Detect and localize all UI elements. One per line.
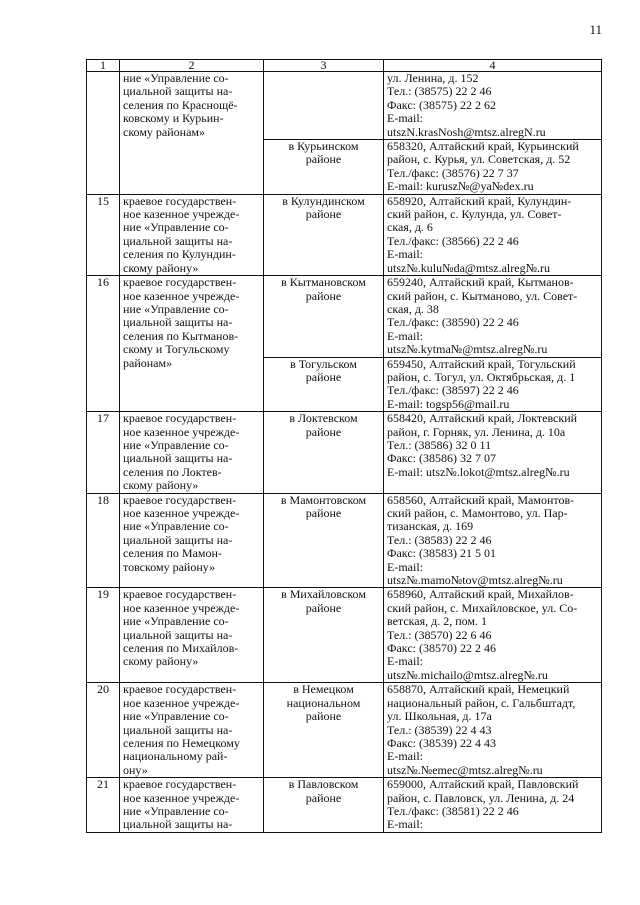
table-row bbox=[87, 778, 602, 833]
address-line: E-mail: bbox=[387, 817, 423, 832]
institution-line: ное казенное учрежде- bbox=[123, 506, 240, 520]
institution-line: ное казенное учрежде- bbox=[123, 424, 240, 439]
district-cell bbox=[264, 357, 384, 412]
district-line: в Мамонтовском bbox=[280, 492, 367, 507]
address-line: Факс: (38586) 32 7 07 bbox=[387, 451, 496, 466]
institution-line: селения по Немецкому bbox=[123, 735, 240, 750]
table-row bbox=[87, 194, 602, 275]
institution-cell bbox=[120, 493, 264, 588]
address-line: Тел./факс: (38597) 22 2 46 bbox=[387, 383, 519, 398]
table-row bbox=[87, 683, 602, 778]
institution-line: краевое государствен- bbox=[123, 275, 237, 290]
institution-line: краевое государствен- bbox=[123, 777, 237, 792]
address-line: ский район, с. Кытманово, ул. Совет- bbox=[387, 288, 578, 303]
address-line: Тел.: (38575) 22 2 46 bbox=[387, 84, 492, 99]
address-line: Тел./факс: (38566) 22 2 46 bbox=[387, 233, 519, 248]
address-line: ул. Школьная, д. 17а bbox=[387, 709, 492, 724]
table-header-row bbox=[87, 60, 602, 72]
column-header: 3 bbox=[264, 60, 384, 72]
institution-line: ние «Управление со- bbox=[123, 301, 229, 316]
email-line: E-mail: kurusz№@ya№dex.ru bbox=[387, 179, 534, 194]
institution-line: краевое государствен- bbox=[123, 411, 237, 426]
district-cell bbox=[264, 276, 384, 357]
address-line: Факс: (38575) 22 2 62 bbox=[387, 97, 496, 112]
district-cell bbox=[264, 72, 384, 140]
institution-line: ное казенное учрежде- bbox=[123, 600, 240, 615]
row-number-cell bbox=[87, 778, 120, 833]
institution-line: циальной защиты на- bbox=[123, 627, 233, 642]
table-row bbox=[87, 412, 602, 493]
row-number-cell bbox=[87, 588, 120, 683]
district-line: районе bbox=[305, 424, 342, 439]
institution-line: скому и Тогульскому bbox=[123, 342, 230, 357]
address-line: Факс: (38539) 22 4 43 bbox=[387, 735, 496, 750]
institution-line: скому районам» bbox=[123, 124, 206, 139]
address-line: E-mail: utsz№.lokot@mtsz.alreg№.ru bbox=[387, 464, 570, 479]
address-line: E-mail: bbox=[387, 111, 423, 126]
address-line: Тел./факс: (38581) 22 2 46 bbox=[387, 803, 519, 818]
institution-line: циальной защиты на- bbox=[123, 84, 233, 99]
district-cell bbox=[264, 140, 384, 195]
address-cell bbox=[384, 588, 602, 683]
row-number-cell bbox=[87, 412, 120, 493]
institution-line: циальной защиты на- bbox=[123, 315, 233, 330]
institution-line: товскому району» bbox=[123, 559, 216, 574]
row-number-line: 21 bbox=[97, 777, 109, 792]
address-line: тизанская, д. 169 bbox=[387, 519, 474, 534]
address-line: 659000, Алтайский край, Павловский bbox=[387, 777, 579, 792]
table-row bbox=[87, 493, 602, 588]
address-line: Факс: (38570) 22 2 46 bbox=[387, 641, 496, 656]
institution-line: ное казенное учрежде- bbox=[123, 695, 240, 710]
address-line: 658920, Алтайский край, Кулундин- bbox=[387, 193, 572, 208]
district-line: в Курьинском bbox=[288, 139, 359, 154]
table-row bbox=[87, 276, 602, 357]
institution-line: циальной защиты на- bbox=[123, 451, 233, 466]
row-number-line: 20 bbox=[97, 682, 109, 697]
institution-cell bbox=[120, 194, 264, 275]
district-cell bbox=[264, 412, 384, 493]
address-line: utsz№.kytma№@mtsz.alreg№.ru bbox=[387, 342, 548, 357]
address-cell bbox=[384, 357, 602, 412]
row-number-line: 19 bbox=[97, 587, 109, 602]
district-line: в Михайловском bbox=[281, 587, 366, 602]
address-line: 658960, Алтайский край, Михайлов- bbox=[387, 587, 574, 602]
district-line: в Кулундинском bbox=[282, 193, 365, 208]
table-row bbox=[87, 588, 602, 683]
address-line: 658870, Алтайский край, Немецкий bbox=[387, 682, 570, 697]
district-cell bbox=[264, 588, 384, 683]
address-line: utsz№.mamo№tov@mtsz.alreg№.ru bbox=[387, 573, 563, 588]
address-line: ветская, д. 2, пом. 1 bbox=[387, 614, 488, 629]
column-header: 2 bbox=[120, 60, 264, 72]
district-line: районе bbox=[305, 709, 342, 724]
address-line: ский район, с. Михайловское, ул. Со- bbox=[387, 600, 578, 615]
institution-line: краевое государствен- bbox=[123, 193, 237, 208]
address-line: 659450, Алтайский край, Тогульский bbox=[387, 356, 576, 371]
district-line: районе bbox=[305, 506, 342, 520]
address-cell bbox=[384, 683, 602, 778]
email-line: utszN.krasNosh@mtsz.alregN.ru bbox=[387, 124, 546, 139]
district-line: районе bbox=[305, 288, 342, 303]
institution-line: ное казенное учрежде- bbox=[123, 790, 240, 805]
row-number-line: 18 bbox=[97, 492, 109, 507]
address-cell bbox=[384, 276, 602, 357]
address-line: Тел.: (38539) 22 4 43 bbox=[387, 722, 492, 737]
institution-line: ние «Управление со- bbox=[123, 71, 229, 85]
district-line: районе bbox=[305, 600, 342, 615]
district-cell bbox=[264, 683, 384, 778]
address-line: utsz№.kulu№da@mtsz.alreg№.ru bbox=[387, 260, 551, 275]
institution-cell bbox=[120, 276, 264, 412]
district-line: в Тогульском bbox=[290, 356, 357, 371]
row-number-cell bbox=[87, 276, 120, 412]
row-number-line: 16 bbox=[97, 275, 109, 290]
district-line: районе bbox=[305, 790, 342, 805]
address-line: ская, д. 6 bbox=[387, 220, 433, 235]
institution-line: ние «Управление со- bbox=[123, 709, 229, 724]
row-number-cell bbox=[87, 493, 120, 588]
institution-line: циальной защиты на- bbox=[123, 722, 233, 737]
row-number-line: 17 bbox=[97, 411, 109, 426]
address-line: Тел./факс: (38590) 22 2 46 bbox=[387, 315, 519, 330]
address-line: район, с. Павловск, ул. Ленина, д. 24 bbox=[387, 790, 575, 805]
institution-line: ние «Управление со- bbox=[123, 803, 229, 818]
institution-line: селения по Краснощё- bbox=[123, 97, 238, 112]
address-line: 659240, Алтайский край, Кытманов- bbox=[387, 275, 574, 290]
district-line: национальном bbox=[286, 695, 361, 710]
institution-line: селения по Локтев- bbox=[123, 464, 222, 479]
institution-line: селения по Михайлов- bbox=[123, 641, 239, 656]
institution-line: краевое государствен- bbox=[123, 492, 237, 507]
address-line: utsz№.№emec@mtsz.alreg№.ru bbox=[387, 762, 543, 777]
institution-line: ону» bbox=[123, 762, 148, 777]
address-cell bbox=[384, 72, 602, 140]
address-line: E-mail: bbox=[387, 654, 423, 669]
address-line: национальный район, с. Гальбштадт, bbox=[387, 695, 576, 710]
district-cell bbox=[264, 493, 384, 588]
address-cell bbox=[384, 412, 602, 493]
district-line: районе bbox=[305, 207, 342, 222]
institution-line: скому району» bbox=[123, 260, 199, 275]
row-number-cell bbox=[87, 194, 120, 275]
institution-line: ние «Управление со- bbox=[123, 437, 229, 452]
institution-cell bbox=[120, 412, 264, 493]
institution-line: ние «Управление со- bbox=[123, 519, 229, 534]
address-line: 658420, Алтайский край, Локтевский bbox=[387, 411, 578, 426]
institution-line: национальному рай- bbox=[123, 749, 228, 764]
district-cell bbox=[264, 194, 384, 275]
address-line: ул. Ленина, д. 152 bbox=[387, 71, 479, 85]
address-line: 658560, Алтайский край, Мамонтов- bbox=[387, 492, 575, 507]
district-line: районе bbox=[305, 369, 342, 384]
address-line: район, с. Курья, ул. Советская, д. 52 bbox=[387, 152, 571, 167]
institution-cell bbox=[120, 588, 264, 683]
institution-line: скому району» bbox=[123, 478, 199, 493]
institution-line: краевое государствен- bbox=[123, 587, 237, 602]
institution-line: циальной защиты на- bbox=[123, 532, 233, 547]
district-line: в Немецком bbox=[293, 682, 354, 697]
institution-line: селения по Кулундин- bbox=[123, 247, 236, 262]
institution-cell bbox=[120, 778, 264, 833]
address-line: E-mail: bbox=[387, 559, 423, 574]
institution-cell bbox=[120, 683, 264, 778]
institution-line: краевое государствен- bbox=[123, 682, 237, 697]
address-line: ский район, с. Кулунда, ул. Совет- bbox=[387, 207, 562, 222]
institution-line: селения по Кытманов- bbox=[123, 328, 239, 343]
address-cell bbox=[384, 778, 602, 833]
address-line: utsz№.michailo@mtsz.alreg№.ru bbox=[387, 667, 548, 682]
district-line: в Павловском bbox=[288, 777, 359, 792]
institution-line: ковскому и Курьин- bbox=[123, 111, 224, 126]
institution-line: ное казенное учрежде- bbox=[123, 207, 240, 222]
row-number-cell bbox=[87, 72, 120, 195]
address-line: Тел./факс: (38576) 22 7 37 bbox=[387, 165, 519, 180]
institution-line: ние «Управление со- bbox=[123, 220, 229, 235]
address-line: ская, д. 38 bbox=[387, 301, 439, 316]
address-line: E-mail: bbox=[387, 749, 423, 764]
address-line: 658320, Алтайский край, Курьинский bbox=[387, 139, 579, 154]
institution-cell bbox=[120, 72, 264, 195]
address-cell bbox=[384, 194, 602, 275]
district-line: в Локтевском bbox=[289, 411, 358, 426]
address-cell bbox=[384, 493, 602, 588]
address-line: район, г. Горняк, ул. Ленина, д. 10а bbox=[387, 424, 566, 439]
address-line: E-mail: bbox=[387, 328, 423, 343]
institutions-table bbox=[86, 59, 602, 833]
institution-line: скому району» bbox=[123, 654, 199, 669]
column-header: 4 bbox=[384, 60, 602, 72]
column-header: 1 bbox=[87, 60, 120, 72]
institution-line: районам» bbox=[123, 355, 173, 370]
address-line: E-mail: bbox=[387, 247, 423, 262]
district-line: районе bbox=[305, 152, 342, 167]
institution-line: циальной защиты на- bbox=[123, 817, 233, 832]
page-number: 11 bbox=[589, 22, 602, 37]
address-line: Тел.: (38583) 22 2 46 bbox=[387, 532, 492, 547]
institution-line: ние «Управление со- bbox=[123, 614, 229, 629]
address-line: ский район, с. Мамонтово, ул. Пар- bbox=[387, 506, 568, 520]
row-number-line: 15 bbox=[97, 193, 109, 208]
institution-line: ное казенное учрежде- bbox=[123, 288, 240, 303]
institution-line: циальной защиты на- bbox=[123, 233, 233, 248]
table-row bbox=[87, 72, 602, 140]
address-line: район, с. Тогул, ул. Октябрьская, д. 1 bbox=[387, 369, 576, 384]
institution-line: селения по Мамон- bbox=[123, 546, 222, 561]
address-line: Тел.: (38586) 32 0 11 bbox=[387, 437, 492, 452]
address-line: Факс: (38583) 21 5 01 bbox=[387, 546, 496, 561]
address-line: E-mail: togsp56@mail.ru bbox=[387, 396, 510, 411]
address-cell bbox=[384, 140, 602, 195]
address-line: Тел.: (38570) 22 6 46 bbox=[387, 627, 492, 642]
district-line: в Кытмановском bbox=[281, 275, 366, 290]
row-number-cell bbox=[87, 683, 120, 778]
district-cell bbox=[264, 778, 384, 833]
